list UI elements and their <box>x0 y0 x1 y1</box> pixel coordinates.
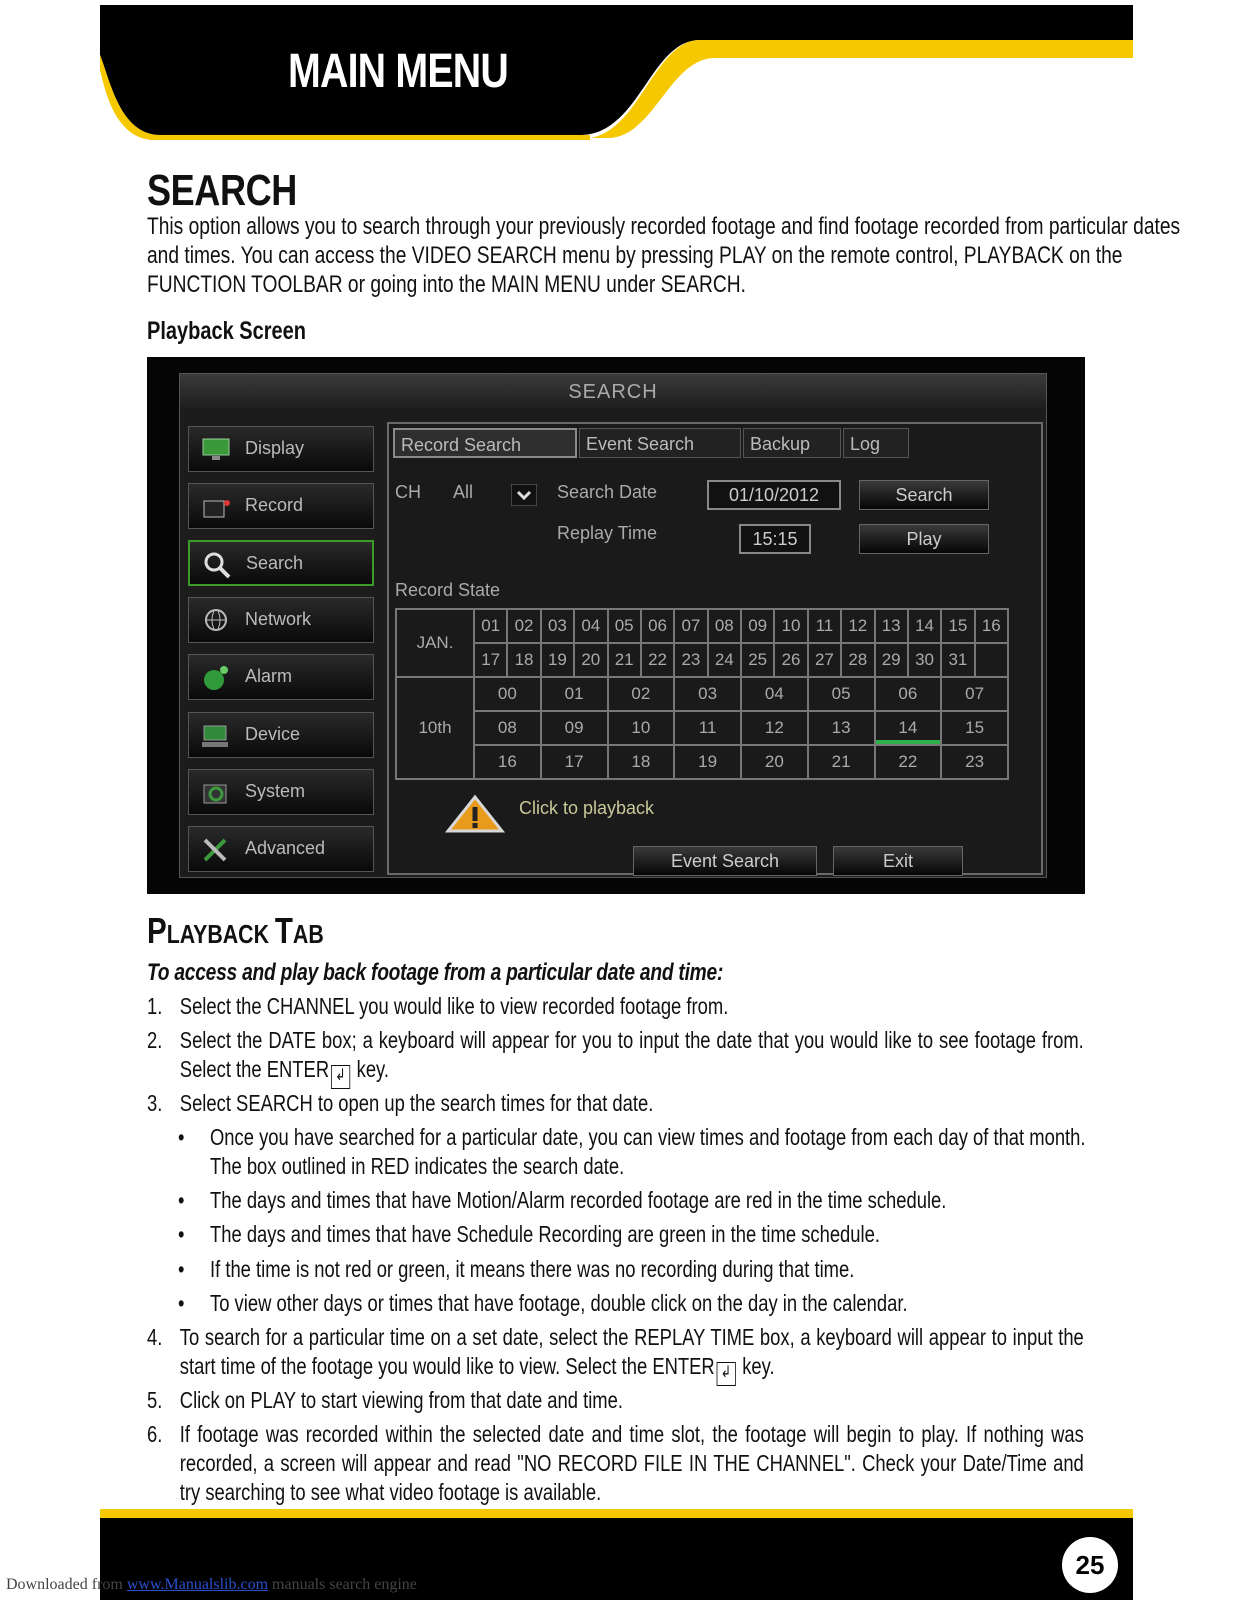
day-cell[interactable]: 26 <box>774 643 807 677</box>
ch-label: CH <box>395 482 421 502</box>
day-cell[interactable]: 13 <box>875 609 908 643</box>
hour-cell[interactable]: 14 <box>875 711 942 745</box>
hour-grid <box>395 676 1009 780</box>
sidebar-item-label: Record <box>245 495 304 515</box>
sidebar-item-search[interactable] <box>188 540 374 586</box>
sidebar-item-label: Alarm <box>245 666 293 686</box>
hour-cell[interactable]: 11 <box>674 711 741 745</box>
hour-cell[interactable]: 20 <box>741 745 808 779</box>
day-cell[interactable]: 02 <box>507 609 540 643</box>
header-title: MAIN MENU <box>288 45 509 98</box>
header-banner <box>0 0 1237 150</box>
playback-tab-title: PLAYBACK TAB <box>147 910 324 951</box>
exit-button[interactable]: Exit <box>833 846 963 876</box>
monitor-icon <box>201 436 231 464</box>
hour-cell[interactable]: 01 <box>541 677 608 711</box>
hour-cell[interactable]: 21 <box>808 745 875 779</box>
day-cell[interactable]: 10 <box>774 609 807 643</box>
hour-cell[interactable]: 16 <box>474 745 541 779</box>
dvr-title: SEARCH <box>180 374 1046 408</box>
day-cell[interactable]: 17 <box>474 643 507 677</box>
day-cell[interactable]: 05 <box>608 609 641 643</box>
warning-icon <box>445 794 505 834</box>
hour-cell[interactable]: 02 <box>608 677 675 711</box>
page-header <box>0 0 1237 150</box>
day-cell[interactable]: 21 <box>608 643 641 677</box>
sidebar-item-label: Display <box>245 438 305 458</box>
sidebar-item-label: Device <box>245 724 301 744</box>
day-cell[interactable]: 18 <box>507 643 540 677</box>
day-cell[interactable]: 11 <box>808 609 841 643</box>
hour-cell[interactable]: 13 <box>808 711 875 745</box>
day-cell[interactable]: 14 <box>908 609 941 643</box>
hour-cell[interactable]: 19 <box>674 745 741 779</box>
sidebar-item-record[interactable] <box>188 483 374 529</box>
manualslib-link[interactable]: www.Manualslib.com <box>126 1576 269 1593</box>
day-cell[interactable]: 16 <box>975 609 1008 643</box>
sidebar-item-device[interactable] <box>188 712 374 758</box>
page-number: 25 <box>1062 1537 1118 1593</box>
day-cell[interactable]: 24 <box>708 643 741 677</box>
sidebar-item-system[interactable] <box>188 769 374 815</box>
hour-cell[interactable]: 15 <box>941 711 1008 745</box>
search-date-input[interactable]: 01/10/2012 <box>707 480 841 510</box>
globe-icon <box>201 607 231 635</box>
tab-event-search[interactable]: Event Search <box>579 428 741 458</box>
chevron-down-icon[interactable] <box>511 484 537 506</box>
magnifier-icon <box>202 551 232 579</box>
hour-cell[interactable]: 18 <box>608 745 675 779</box>
day-cell[interactable]: 03 <box>541 609 574 643</box>
screenshot-caption: Playback Screen <box>147 317 306 345</box>
day-cell[interactable]: 23 <box>674 643 707 677</box>
tab-record-search[interactable]: Record Search <box>393 428 577 458</box>
replay-time-input[interactable]: 15:15 <box>739 524 811 554</box>
enter-key-icon: ↲ <box>331 1065 350 1089</box>
record-icon <box>201 493 231 521</box>
day-cell[interactable]: 25 <box>741 643 774 677</box>
sidebar-item-display[interactable] <box>188 426 374 472</box>
hour-cell[interactable]: 08 <box>474 711 541 745</box>
dvr-window <box>179 373 1047 878</box>
day-cell[interactable]: 27 <box>808 643 841 677</box>
day-cell[interactable]: 01 <box>474 609 507 643</box>
day-cell[interactable]: 29 <box>875 643 908 677</box>
day-cell[interactable]: 04 <box>574 609 607 643</box>
day-cell[interactable]: 09 <box>741 609 774 643</box>
day-cell[interactable]: 06 <box>641 609 674 643</box>
day-cell[interactable]: 12 <box>841 609 874 643</box>
sidebar-item-label: Search <box>246 553 304 573</box>
record-state-grid <box>395 608 1009 678</box>
hour-cell[interactable]: 06 <box>875 677 942 711</box>
search-panel <box>387 422 1043 875</box>
search-button[interactable]: Search <box>859 480 989 510</box>
playback-lead: To access and play back footage from a particular date and time: <box>147 959 724 986</box>
hour-cell[interactable]: 10 <box>608 711 675 745</box>
sidebar-item-advanced[interactable] <box>188 826 374 872</box>
play-button[interactable]: Play <box>859 524 989 554</box>
day-cell[interactable]: 08 <box>708 609 741 643</box>
sidebar-item-label: Network <box>245 609 312 629</box>
sidebar-item-label: System <box>245 781 306 801</box>
day-cell[interactable]: 22 <box>641 643 674 677</box>
hour-cell[interactable]: 22 <box>875 745 942 779</box>
ch-value[interactable]: All <box>453 482 474 502</box>
tab-backup[interactable]: Backup <box>743 428 841 458</box>
system-icon <box>201 779 231 807</box>
hint-text: Click to playback <box>519 798 655 818</box>
hour-cell[interactable]: 04 <box>741 677 808 711</box>
record-state-label: Record State <box>395 580 501 600</box>
alarm-icon <box>201 664 231 692</box>
dvr-screenshot <box>147 357 1085 894</box>
download-note: Downloaded from www.Manualslib.com manuals search engine <box>6 1576 417 1593</box>
day-cell[interactable]: 07 <box>674 609 707 643</box>
replay-time-label: Replay Time <box>557 523 658 543</box>
hour-cell[interactable]: 09 <box>541 711 608 745</box>
dvr-sidebar <box>184 410 380 877</box>
hour-cell[interactable]: 12 <box>741 711 808 745</box>
sidebar-item-network[interactable] <box>188 597 374 643</box>
month-label: JAN. <box>396 609 474 677</box>
hour-cell[interactable]: 00 <box>474 677 541 711</box>
hour-cell[interactable]: 17 <box>541 745 608 779</box>
tab-log[interactable]: Log <box>843 428 909 458</box>
enter-key-icon: ↲ <box>716 1362 735 1386</box>
day-cell[interactable]: 15 <box>941 609 974 643</box>
sidebar-item-alarm[interactable] <box>188 654 374 700</box>
day-cell[interactable]: 19 <box>541 643 574 677</box>
day-cell[interactable]: 20 <box>574 643 607 677</box>
day-cell[interactable]: 28 <box>841 643 874 677</box>
hour-cell[interactable]: 23 <box>941 745 1008 779</box>
intro-paragraph: This option allows you to search through your previously recorded footage and find footage recorded from particular dates and times. You can access the VIDEO SEARCH menu by pressing PLAY on the remote control, PLAYBACK on the FUNCTION TOOLBAR or going into the MAIN MENU under SEARCH. <box>147 213 1181 298</box>
event-search-button[interactable]: Event Search <box>633 846 817 876</box>
day-cell[interactable] <box>975 643 1008 677</box>
hour-cell[interactable]: 07 <box>941 677 1008 711</box>
day-cell[interactable]: 30 <box>908 643 941 677</box>
device-icon <box>201 722 231 750</box>
day-cell[interactable]: 31 <box>941 643 974 677</box>
sidebar-item-label: Advanced <box>245 838 326 858</box>
hour-cell[interactable]: 05 <box>808 677 875 711</box>
section-title: SEARCH <box>147 166 297 215</box>
day-label: 10th <box>396 677 474 779</box>
tools-icon <box>201 836 231 864</box>
search-date-label: Search Date <box>557 482 658 502</box>
hour-cell[interactable]: 03 <box>674 677 741 711</box>
